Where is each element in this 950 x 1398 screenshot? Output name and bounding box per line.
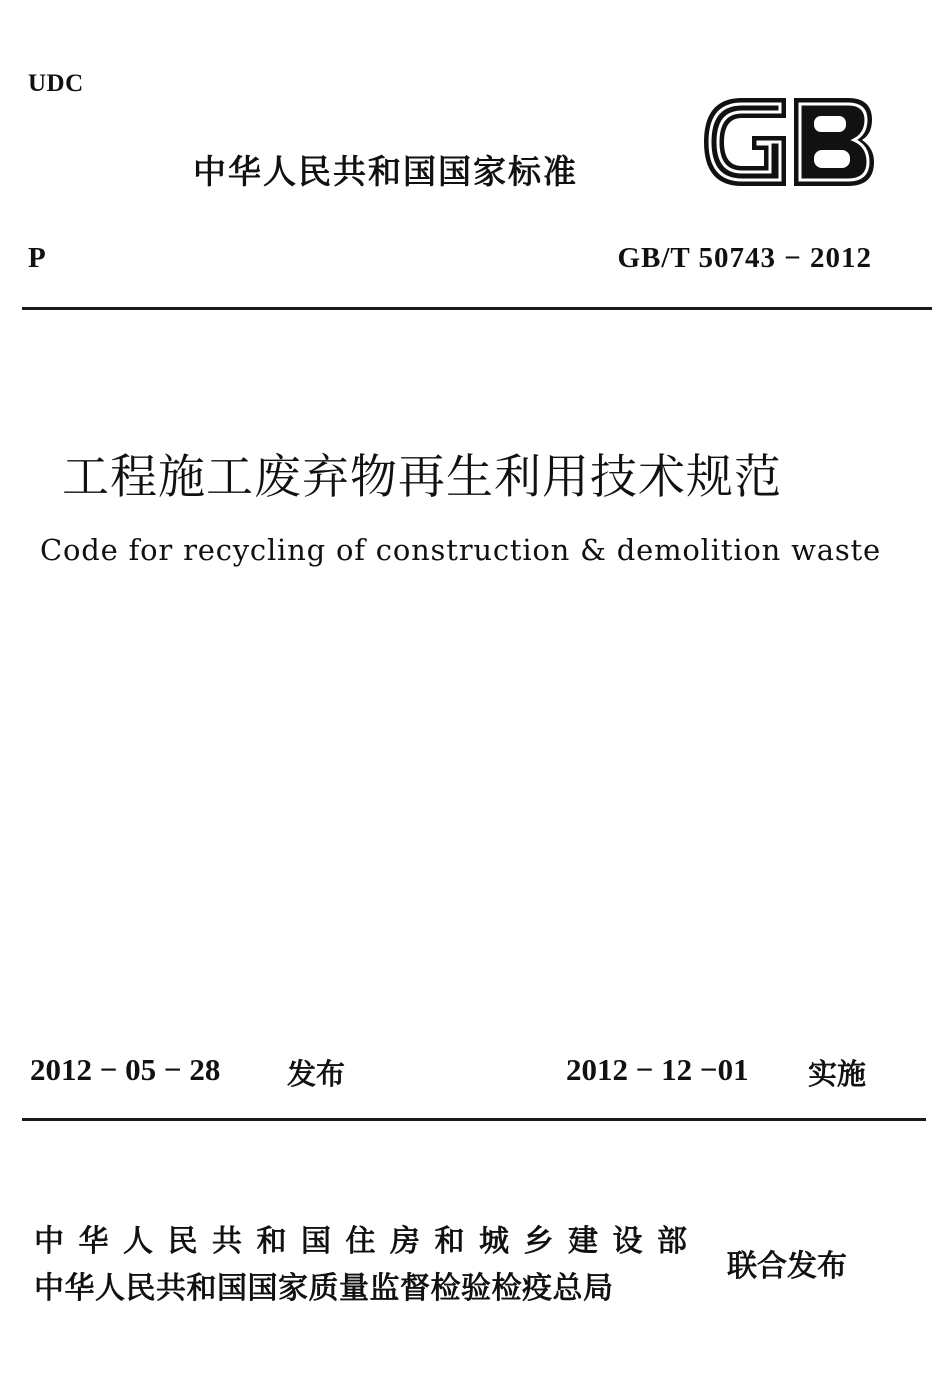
- title-chinese: 工程施工废弃物再生利用技术规范: [62, 450, 782, 505]
- implement-date: 2012 − 12 −01: [566, 1052, 749, 1087]
- implement-label: 实施: [808, 1057, 867, 1091]
- classification-code: P: [28, 242, 46, 274]
- top-divider: [22, 307, 932, 310]
- bottom-divider: [22, 1118, 926, 1121]
- title-english: Code for recycling of construction & demolition waste: [40, 533, 881, 567]
- standard-type-heading: 中华人民共和国国家标准: [193, 152, 578, 191]
- publish-date: 2012 − 05 − 28: [30, 1052, 221, 1087]
- issuer-aqsiq: 中华人民共和国国家质量监督检验检疫总局: [34, 1271, 614, 1306]
- issuer-ministry-housing: 中华人民共和国住房和城乡建设部: [34, 1224, 702, 1259]
- publish-label: 发布: [287, 1057, 346, 1091]
- joint-issue-label: 联合发布: [727, 1249, 847, 1284]
- standard-number: GB/T 50743 − 2012: [617, 242, 872, 274]
- udc-label: UDC: [28, 70, 84, 97]
- gb-logo: [702, 96, 874, 188]
